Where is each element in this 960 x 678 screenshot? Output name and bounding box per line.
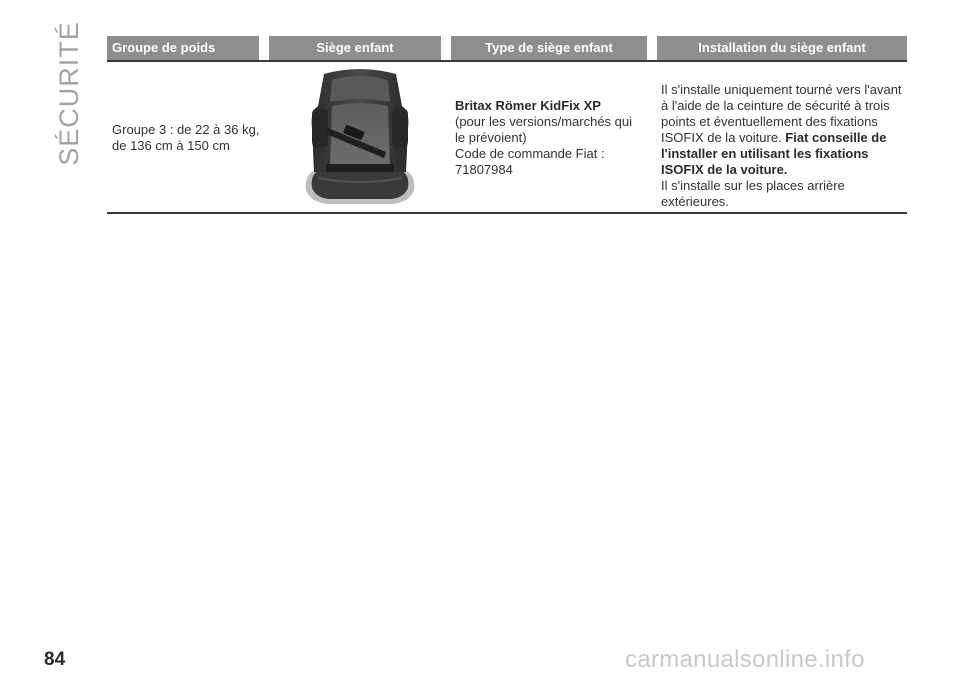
child-seat-image [298, 66, 422, 206]
table-header [107, 36, 907, 60]
header-seat-type: Type de siège enfant [451, 36, 647, 60]
table-top-rule [107, 60, 907, 62]
seat-availability-note: (pour les versions/marchés qui le prévoient) [455, 114, 633, 145]
installation-recommendation: Fiat conseille de l'installer en utilisant les fixations ISOFIX de la voiture. [661, 130, 887, 177]
installation-positions: Il s'installe sur les places arrière extérieures. [661, 178, 845, 209]
weight-group-cell [112, 122, 262, 154]
section-title [44, 20, 94, 166]
table-bottom-rule [107, 212, 907, 214]
weight-group-line: Groupe 3 : de 22 à 36 kg, [112, 122, 260, 137]
header-seat-installation: Installation du siège enfant [657, 36, 907, 60]
installation-text: Il s'installe uniquement tourné vers l'avant à l'aide de la ceinture de sécurité à trois points et éventuellement des fixations ISOFIX de la voiture. [661, 82, 902, 145]
page-number: 84 [44, 649, 66, 670]
installation-cell [661, 82, 906, 210]
height-group-line: de 136 cm à 150 cm [112, 138, 230, 153]
order-code-label: Code de commande Fiat : [455, 146, 605, 161]
seat-type-cell [455, 98, 645, 178]
watermark: carmanualsonline.info [625, 646, 865, 673]
section-title-text: SÉCURITÉ [53, 20, 84, 166]
header-child-seat: Siège enfant [269, 36, 441, 60]
header-weight-group: Groupe de poids [107, 36, 259, 60]
order-code-value: 71807984 [455, 162, 513, 177]
seat-model-name: Britax Römer KidFix XP [455, 98, 601, 113]
